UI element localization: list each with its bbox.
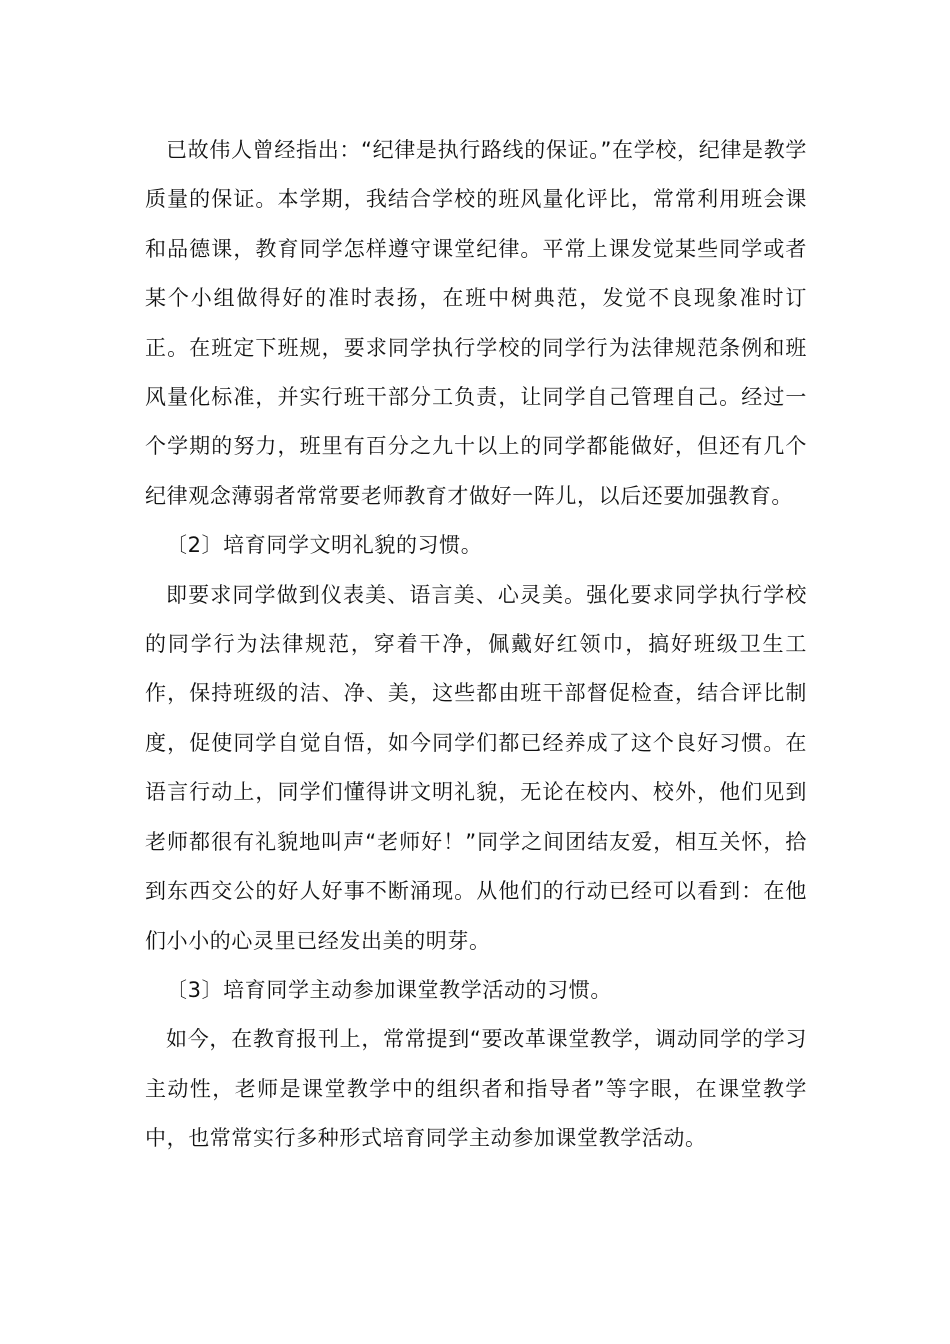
section-heading-2: 〔2〕培育同学文明礼貌的习惯。	[166, 533, 483, 558]
paragraph-civility: 即要求同学做到仪表美、语言美、心灵美。强化要求同学执行学校的同学行为法律规范，穿着干净，佩戴好红领巾，搞好班级卫生工作，保持班级的洁、净、美，这些都由班干部督促检查，结合评比制度，促使同学自觉自悟，如今同学们都已经养成了这个良好习惯。在语言行动上，同学们懂得讲文明礼貌，无论在校内、校外，他们见到老师都很有礼貌地叫声“老师好！”同学之间团结友爱，相互关怀，拾到东西交公的好人好事不断涌现。从他们的行动已经可以看到：在他们小小的心灵里已经发出美的明芽。	[145, 582, 807, 953]
paragraph-participation: 如今，在教育报刊上，常常提到“要改革课堂教学，调动同学的学习主动性，老师是课堂教学中的组织者和指导者”等字眼，在课堂教学中，也常常实行多种形式培育同学主动参加课堂教学活动。	[145, 1027, 807, 1151]
paragraph-discipline: 已故伟人曾经指出：“纪律是执行路线的保证。”在学校，纪律是教学质量的保证。本学期，我结合学校的班风量化评比，常常利用班会课和品德课，教育同学怎样遵守课堂纪律。平常上课发觉某些同学或者某个小组做得好的准时表扬，在班中树典范，发觉不良现象准时订正。在班定下班规，要求同学执行学校的同学行为法律规范条例和班风量化标准，并实行班干部分工负责，让同学自己管理自己。经过一个学期的努力，班里有百分之九十以上的同学都能做好，但还有几个纪律观念薄弱者常常要老师教育才做好一阵儿，以后还要加强教育。	[145, 138, 807, 508]
section-heading-3: 〔3〕培育同学主动参加课堂教学活动的习惯。	[166, 977, 612, 1002]
document-body	[145, 126, 807, 1164]
